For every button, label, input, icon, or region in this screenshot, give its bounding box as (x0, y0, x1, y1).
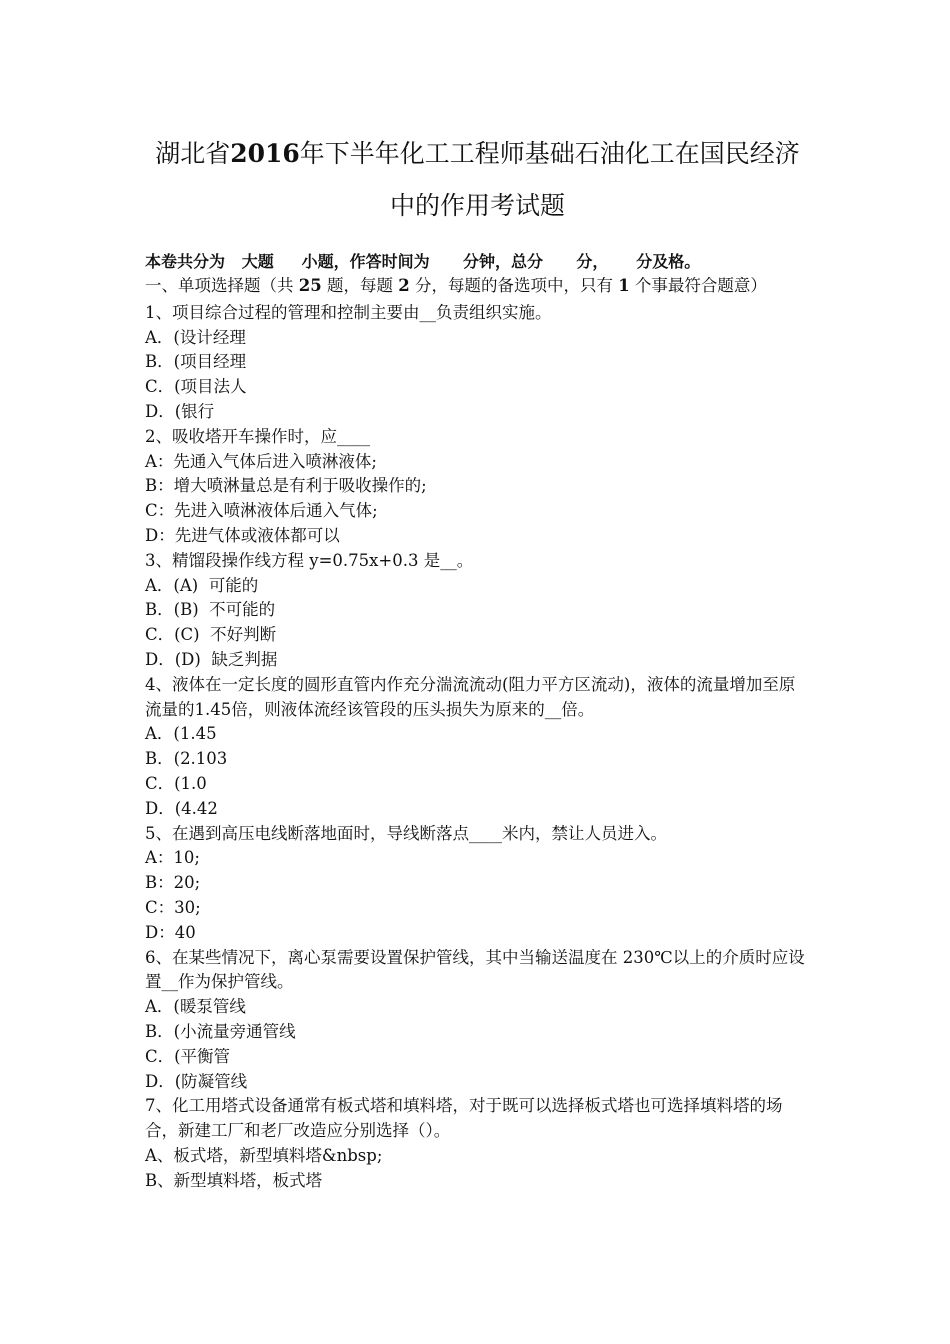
text-line: D．(防凝管线 (145, 1071, 248, 1091)
text-line: C．(C) 不好判断 (145, 625, 277, 645)
text-line: D．(4.42 (145, 798, 218, 818)
document-page (145, 128, 810, 1193)
text-line: C．(平衡管 (145, 1046, 231, 1066)
section-mid2: 分，每题的备选项中，只有 (409, 276, 619, 295)
text-line: A：10; (145, 848, 200, 868)
title-part1: 湖北省 (155, 139, 231, 168)
text-line: D．(D) 缺乏判据 (145, 649, 278, 669)
text-line: C：先进入喷淋液体后通入气体; (145, 501, 378, 521)
text-line: A、板式塔，新型填料塔&nbsp; (145, 1145, 383, 1165)
text-line: A．(设计经理 (145, 327, 246, 347)
page-title (145, 128, 810, 232)
question-count: 25 (298, 276, 322, 295)
text-line: 1、项目综合过程的管理和控制主要由__负责组织实施。 (145, 302, 552, 322)
question-list (145, 301, 810, 1194)
text-line: A．(暖泵管线 (145, 997, 246, 1017)
title-year: 2016 (230, 139, 300, 168)
text-line: D．(银行 (145, 401, 215, 421)
text-line: B．(B) 不可能的 (145, 600, 276, 620)
text-line: B．(项目经理 (145, 352, 247, 372)
title-part2: 年下半年化工工程师基础石油化工在国民经济 (299, 139, 800, 168)
text-line: B、新型填料塔，板式塔 (145, 1170, 323, 1190)
title-line2: 中的作用考试题 (389, 191, 565, 220)
text-line: A．(1.45 (145, 724, 217, 744)
text-line: 2、吸收塔开车操作时，应____ (145, 426, 370, 446)
text-line: A：先通入气体后进入喷淋液体; (145, 451, 377, 471)
text-line: B．(2.103 (145, 749, 228, 769)
text-line: B：增大喷淋量总是有利于吸收操作的; (145, 476, 427, 496)
exam-meta: 本卷共分为 大题 小题，作答时间为 分钟，总分 分， 分及格。 (145, 252, 701, 271)
section-prefix: 一、单项选择题（共 (145, 276, 299, 295)
text-line: D：先进气体或液体都可以 (145, 525, 340, 545)
section-suffix: 个事最符合题意） (629, 276, 767, 295)
text-line: 6、在某些情况下，离心泵需要设置保护管线，其中当输送温度在 230℃以上的介质时应设置__作为保护管线。 (145, 947, 805, 992)
text-line: C．(项目法人 (145, 377, 247, 397)
text-line: 5、在遇到高压电线断落地面时，导线断落点____米内，禁让人员进入。 (145, 823, 667, 843)
text-line: 3、精馏段操作线方程 y=0.75x+0.3 是__。 (145, 550, 474, 570)
text-line: B．(小流量旁通管线 (145, 1021, 296, 1041)
answer-count: 1 (618, 276, 630, 295)
text-line: B：20; (145, 873, 201, 893)
text-line: D：40 (145, 922, 196, 942)
text-line: 4、液体在一定长度的圆形直管内作充分湍流流动(阻力平方区流动)，液体的流量增加至原流量的1.45倍，则液体流经该管段的压头损失为原来的__倍。 (145, 674, 796, 719)
text-line: 7、化工用塔式设备通常有板式塔和填料塔，对于既可以选择板式塔也可选择填料塔的场合，新建工厂和老厂改造应分别选择（）。 (145, 1096, 783, 1141)
points-per-question: 2 (398, 276, 410, 295)
text-line: C．(1.0 (145, 773, 207, 793)
section-heading (145, 274, 810, 299)
section-mid1: 题，每题 (321, 276, 399, 295)
text-line: A．(A) 可能的 (145, 575, 259, 595)
text-line: C：30; (145, 897, 201, 917)
